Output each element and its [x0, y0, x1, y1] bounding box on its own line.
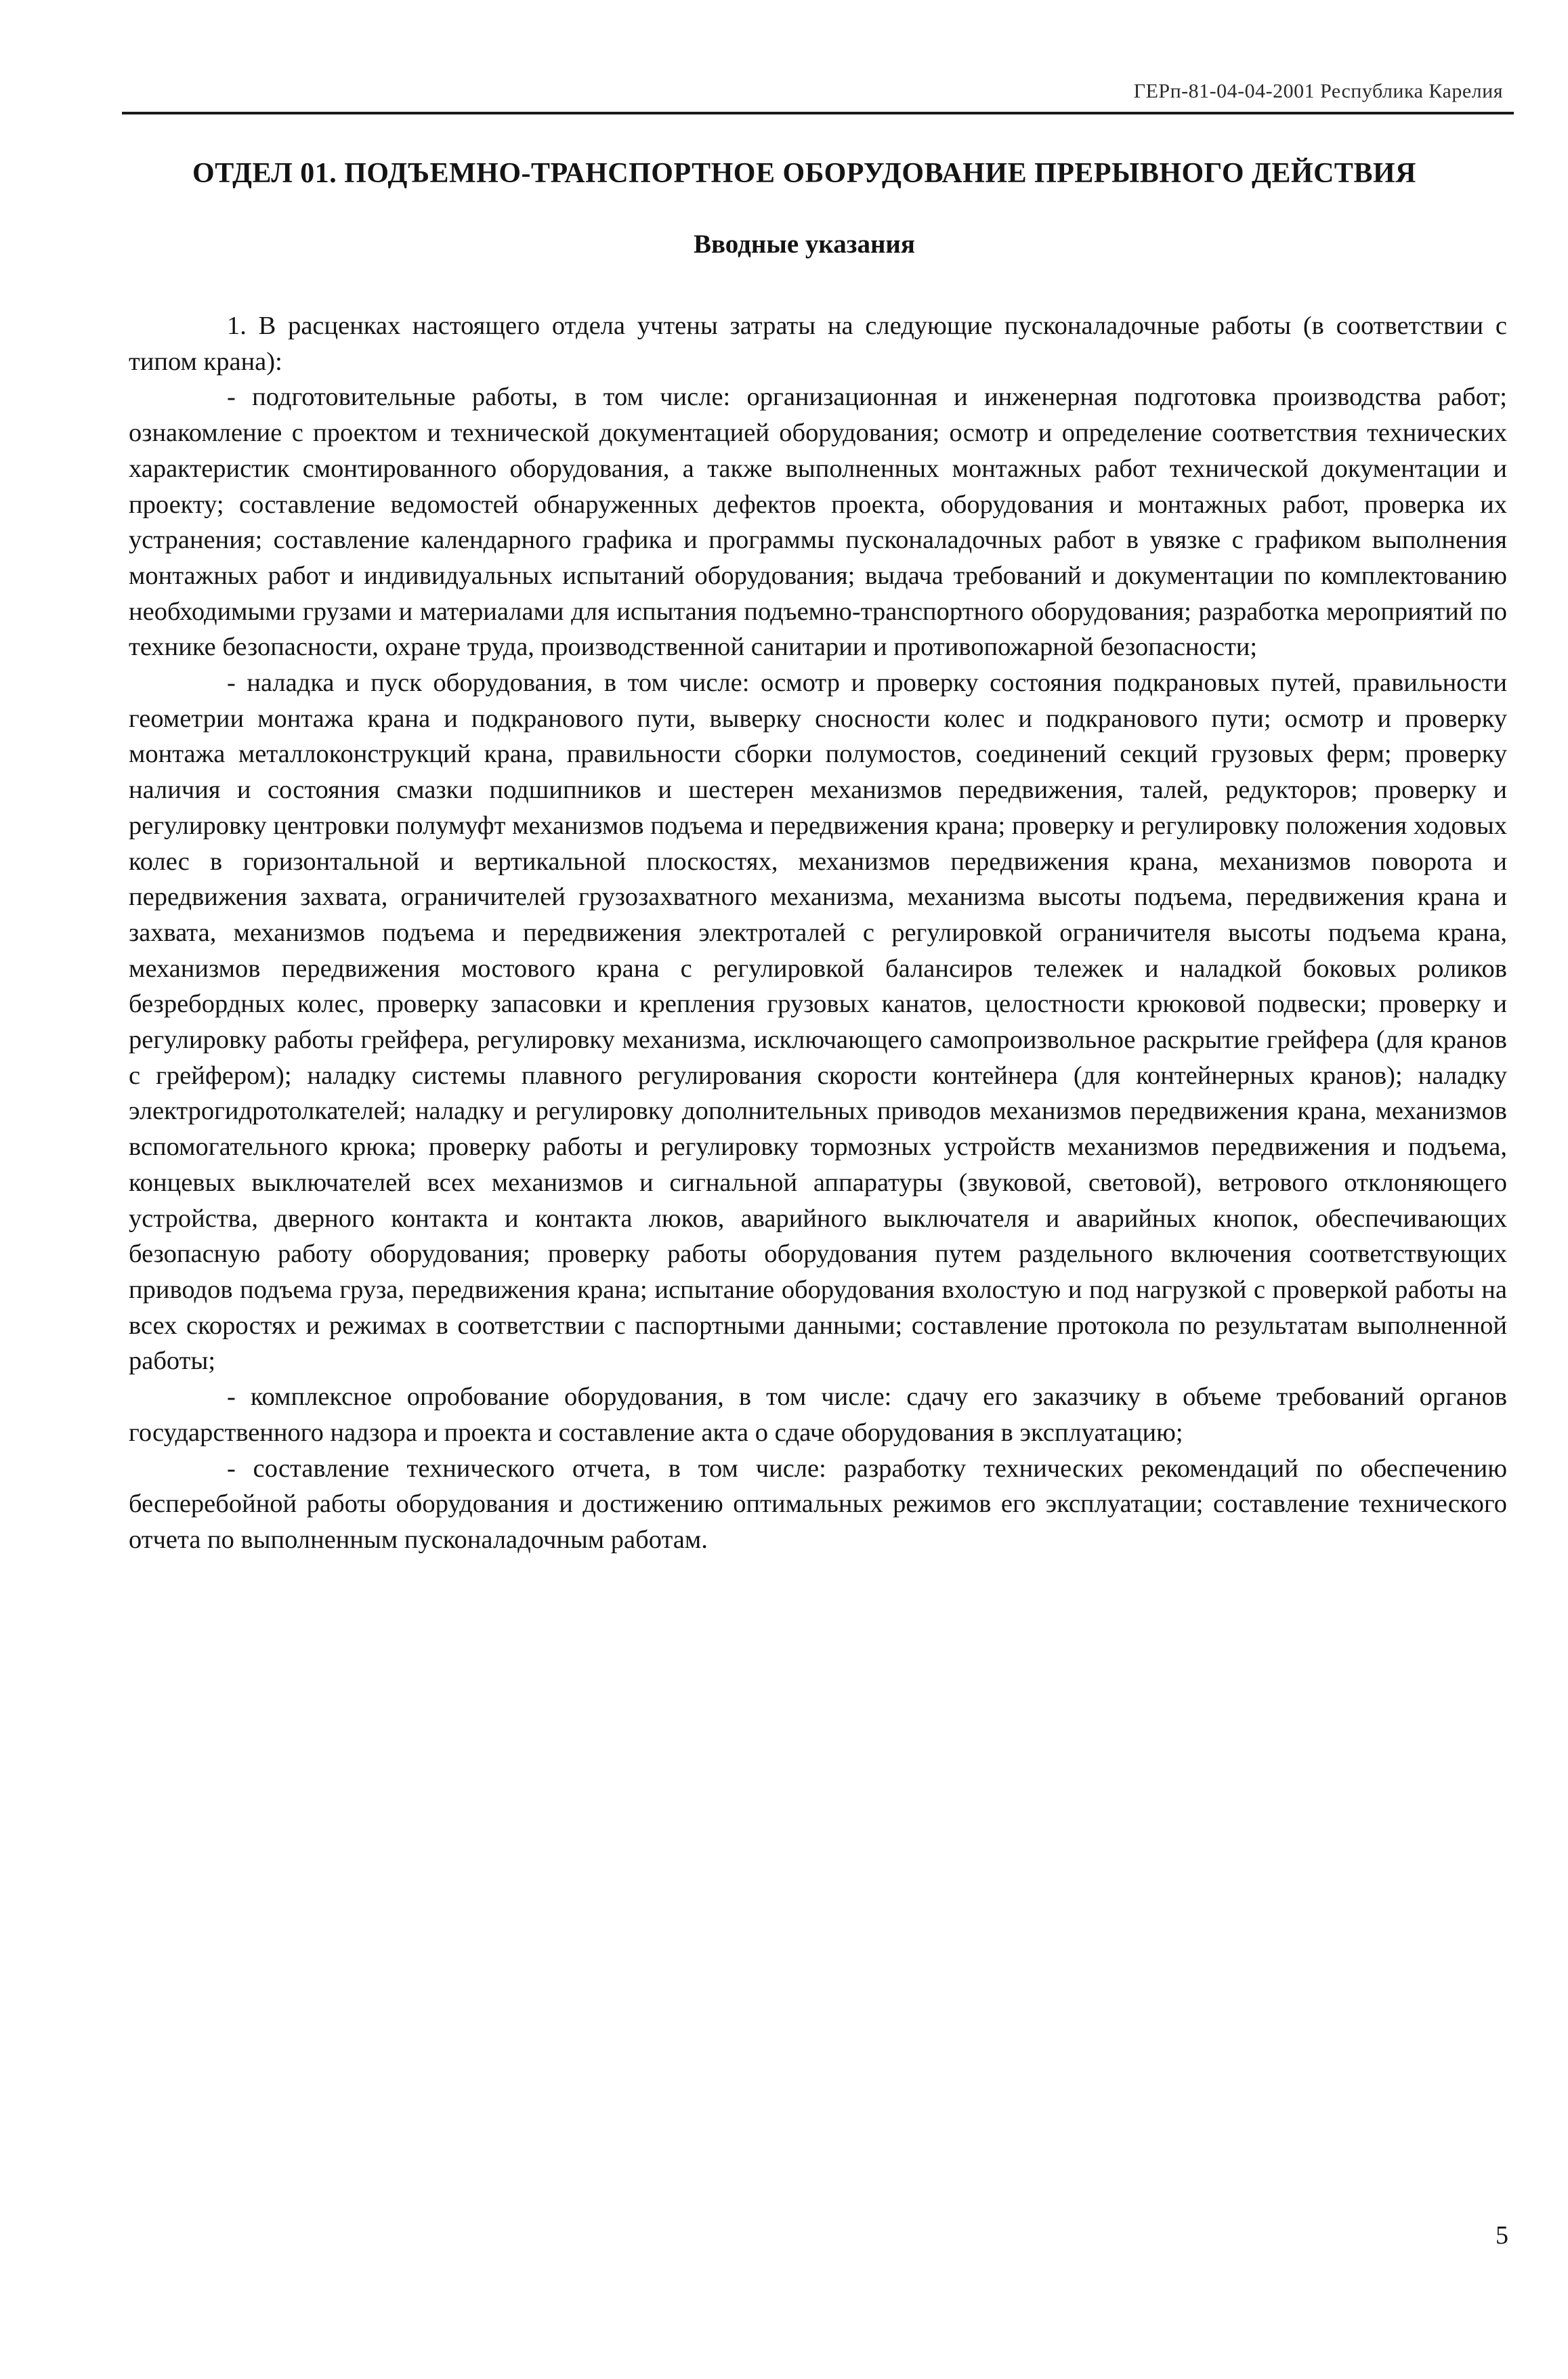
running-header: ГЕРп-81-04-04-2001 Республика Карелия — [1133, 80, 1503, 102]
paragraph-complex-testing: - комплексное опробование оборудования, в том числе: сдачу его заказчику в объеме требований органов государственного надзора и проекта и составление акта о сдаче оборудования в эксплуатацию; — [129, 1383, 1507, 1447]
paragraph-item-1: 1. В расценках настоящего отдела учтены затраты на следующие пусконаладочные работы (в соответствии с типом крана): — [129, 312, 1507, 376]
header-rule — [122, 112, 1514, 114]
paragraph-preparatory-works: - подготовительные работы, в том числе: организационная и инженерная подготовка производства работ; ознакомление с проектом и технической документацией оборудования; осмотр и определение соответствия технических характеристик смонтированного оборудования, а также выполненных монтажных работ технической документации и проекту; составление ведомостей обнаруженных дефектов проекта, оборудования и монтажных работ, проверка их устранения; составление календарного графика и программы пусконаладочных работ в увязке с графиком выполнения монтажных работ и индивидуальных испытаний оборудования; выдача требований и документации по комплектованию необходимыми грузами и материалами для испытания подъемно-транспортного оборудования; разработка мероприятий по технике безопасности, охране труда, производственной санитарии и противопожарной безопасности; — [129, 383, 1507, 662]
paragraph-technical-report: - составление технического отчета, в том числе: разработку технических рекомендаций по обеспечению бесперебойной работы оборудования и достижению оптимальных режимов его эксплуатации; составление технического отчета по выполненным пусконаладочным работам. — [129, 1454, 1507, 1554]
body-text — [129, 308, 1507, 1558]
paragraph-adjustment-start: - наладка и пуск оборудования, в том числе: осмотр и проверку состояния подкрановых путей, правильности геометрии монтажа крана и подкранового пути, выверку сносности колес и подкранового пути; осмотр и проверку монтажа металлоконструкций крана, правильности сборки полумостов, соединений секций грузовых ферм; проверку наличия и состояния смазки подшипников и шестерен механизмов передвижения, талей, редукторов; проверку и регулировку центровки полумуфт механизмов подъема и передвижения крана; проверку и регулировку положения ходовых колес в горизонтальной и вертикальной плоскостях, механизмов передвижения крана, механизмов поворота и передвижения захвата, ограничителей грузозахватного механизма, механизма высоты подъема, передвижения крана и захвата, механизмов подъема и передвижения электроталей с регулировкой ограничителя высоты подъема крана, механизмов передвижения мостового крана с регулировкой балансиров тележек и наладкой боковых роликов безребордных колес, проверку запасовки и крепления грузовых канатов, целостности крюковой подвески; проверку и регулировку работы грейфера, регулировку механизма, исключающего самопроизвольное раскрытие грейфера (для кранов с грейфером); наладку системы плавного регулирования скорости контейнера (для контейнерных кранов); наладку электрогидротолкателей; наладку и регулировку дополнительных приводов механизмов передвижения крана, механизмов вспомогательного крюка; проверку работы и регулировку тормозных устройств механизмов передвижения и подъема, концевых выключателей всех механизмов и сигнальной аппаратуры (звуковой, световой), ветрового отклоняющего устройства, дверного контакта и контакта люков, аварийного выключателя и аварийных кнопок, обеспечивающих безопасную работу оборудования; проверку работы оборудования путем раздельного включения соответствующих приводов подъема груза, передвижения крана; испытание оборудования вхолостую и под нагрузкой с проверкой работы на всех скоростях и режимах в соответствии с паспортными данными; составление протокола по результатам выполненной работы; — [129, 669, 1507, 1376]
page-number: 5 — [1496, 2221, 1508, 2250]
intro-heading: Вводные указания — [694, 230, 915, 259]
section-title: ОТДЕЛ 01. ПОДЪЕМНО-ТРАНСПОРТНОЕ ОБОРУДОВАНИЕ ПРЕРЫВНОГО ДЕЙСТВИЯ — [192, 158, 1416, 189]
